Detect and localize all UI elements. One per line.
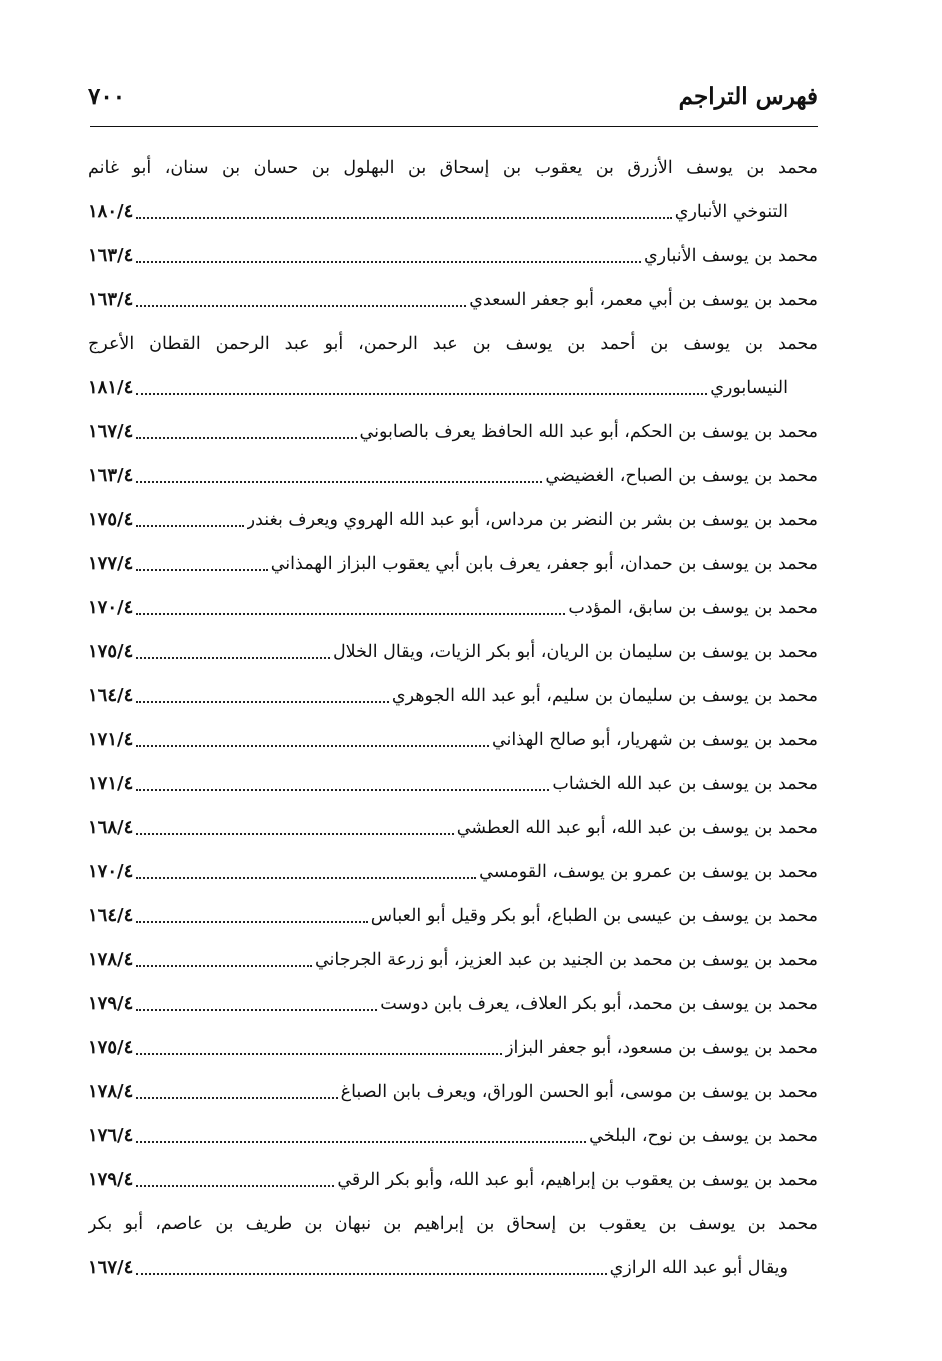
entry-name: محمد بن يوسف بن سليمان بن سليم، أبو عبد الله الجوهري [391,686,818,706]
index-entry [88,586,818,630]
entries-list [88,146,818,1290]
entry-name: محمد بن يوسف بن محمد، أبو بكر العلاف، يعرف بابن دوست [380,994,818,1014]
dot-leader [136,1273,606,1275]
dot-leader [136,1097,337,1099]
index-entry [88,410,818,454]
volume-page-ref: ١٧٦/٤ [88,1125,134,1146]
volume-page-ref: ١٦٣/٤ [88,245,134,266]
index-entry [88,454,818,498]
entry-name: محمد بن يوسف بن عيسى بن الطباع، أبو بكر وقيل أبو العباس [370,906,818,926]
entry-last-line [88,410,818,454]
entry-name: محمد بن يوسف بن موسى، أبو الحسن الوراق، ويعرف بابن الصباغ [340,1082,818,1102]
entry-last-line [88,982,818,1026]
volume-page-ref: ١٧٨/٤ [88,949,134,970]
index-entry [88,762,818,806]
volume-page-ref: ١٦٤/٤ [88,685,134,706]
entry-last-line [88,190,818,234]
entry-last-line [88,850,818,894]
entry-name: النيسابوري [710,378,788,398]
dot-leader [136,789,549,791]
entry-last-line [88,630,818,674]
index-entry [88,718,818,762]
dot-leader [136,261,641,263]
entry-last-line [88,762,818,806]
entry-name: محمد بن يوسف بن محمد بن الجنيد بن عبد العزيز، أبو زرعة الجرجاني [314,950,818,970]
dot-leader [136,833,453,835]
volume-page-ref: ١٧٥/٤ [88,641,134,662]
dot-leader [136,613,565,615]
dot-leader [136,569,267,571]
entry-last-line [88,586,818,630]
index-entry [88,850,818,894]
index-entry [88,1202,818,1290]
entry-last-line [88,1026,818,1070]
entry-last-line [88,1158,818,1202]
index-entry [88,322,818,410]
entry-last-line [88,234,818,278]
volume-page-ref: ١٦٧/٤ [88,1257,134,1278]
entry-name: محمد بن يوسف بن يعقوب بن إبراهيم، أبو عبد الله، وأبو بكر الرقي [337,1170,818,1190]
volume-page-ref: ١٧٧/٤ [88,553,134,574]
dot-leader [136,745,489,747]
dot-leader [136,1185,334,1187]
dot-leader [136,437,356,439]
volume-page-ref: ١٧٠/٤ [88,597,134,618]
entry-name: محمد بن يوسف بن عبد الله، أبو عبد الله العطشي [456,818,818,838]
entry-name: محمد بن يوسف بن الصباح، الغضيضي [545,466,818,486]
index-entry [88,894,818,938]
entry-last-line [88,1114,818,1158]
dot-leader [136,1009,377,1011]
dot-leader [136,305,466,307]
entry-last-line [88,498,818,542]
volume-page-ref: ١٧٥/٤ [88,509,134,530]
volume-page-ref: ١٨١/٤ [88,377,134,398]
entry-name: محمد بن يوسف الأزرق بن يعقوب بن إسحاق بن البهلول بن حسان بن سنان، أبو غانم [88,158,818,178]
volume-page-ref: ١٦٨/٤ [88,817,134,838]
running-title: فهرس التراجم [678,82,818,110]
entry-name: محمد بن يوسف بن عمرو بن يوسف، القومسي [479,862,818,882]
index-entry [88,278,818,322]
volume-page-ref: ١٦٣/٤ [88,289,134,310]
dot-leader [136,701,389,703]
entry-name: محمد بن يوسف بن بشر بن النضر بن مرداس، أبو عبد الله الهروي ويعرف بغندر [246,510,818,530]
volume-page-ref: ١٧١/٤ [88,773,134,794]
entry-name: محمد بن يوسف بن أحمد بن يوسف بن عبد الرحمن، أبو عبد الرحمن القطان الأعرج [88,334,818,354]
entry-last-line [88,894,818,938]
entry-line [88,1202,818,1246]
index-entry [88,146,818,234]
entry-last-line [88,366,818,410]
entry-line [88,146,818,190]
volume-page-ref: ١٦٤/٤ [88,905,134,926]
dot-leader [136,393,707,395]
volume-page-ref: ١٧٠/٤ [88,861,134,882]
index-entry [88,630,818,674]
index-entry [88,674,818,718]
entry-last-line [88,1070,818,1114]
index-entry [88,1114,818,1158]
entry-name: ويقال أبو عبد الله الرازي [609,1258,788,1278]
index-entry [88,806,818,850]
entry-last-line [88,278,818,322]
index-entry [88,542,818,586]
entry-last-line [88,542,818,586]
entry-name: محمد بن يوسف بن سابق، المؤدب [568,598,818,618]
dot-leader [136,657,330,659]
header-rule [90,126,818,127]
entry-name: محمد بن يوسف بن مسعود، أبو جعفر البزاز [505,1038,818,1058]
volume-page-ref: ١٦٧/٤ [88,421,134,442]
entry-last-line [88,806,818,850]
entry-name: محمد بن يوسف بن سليمان بن الريان، أبو بكر الزيات، ويقال الخلال [332,642,818,662]
index-entry [88,938,818,982]
index-entry [88,1158,818,1202]
dot-leader [136,525,243,527]
page-header [88,76,818,116]
dot-leader [136,1141,586,1143]
index-entry [88,982,818,1026]
volume-page-ref: ١٨٠/٤ [88,201,134,222]
entry-last-line [88,674,818,718]
index-entry [88,1026,818,1070]
index-entry [88,1070,818,1114]
entry-name: محمد بن يوسف بن أبي معمر، أبو جعفر السعدي [469,290,818,310]
entry-name: محمد بن يوسف بن نوح، البلخي [589,1126,818,1146]
entry-name: محمد بن يوسف بن شهريار، أبو صالح الهذاني [491,730,818,750]
entry-name: محمد بن يوسف بن الحكم، أبو عبد الله الحافظ يعرف بالصابوني [359,422,818,442]
index-entry [88,498,818,542]
entry-last-line [88,718,818,762]
dot-leader [136,481,542,483]
entry-line [88,322,818,366]
entry-last-line [88,938,818,982]
page-number: ٧٠٠ [88,82,126,110]
volume-page-ref: ١٧١/٤ [88,729,134,750]
volume-page-ref: ١٦٣/٤ [88,465,134,486]
dot-leader [136,217,672,219]
dot-leader [136,965,312,967]
entry-last-line [88,1246,818,1290]
entry-name: محمد بن يوسف الأنباري [643,246,818,266]
dot-leader [136,921,367,923]
dot-leader [136,1053,502,1055]
entry-name: محمد بن يوسف بن حمدان، أبو جعفر، يعرف بابن أبي يعقوب البزاز الهمذاني [270,554,818,574]
volume-page-ref: ١٧٩/٤ [88,1169,134,1190]
volume-page-ref: ١٧٩/٤ [88,993,134,1014]
volume-page-ref: ١٧٥/٤ [88,1037,134,1058]
entry-name: محمد بن يوسف بن عبد الله الخشاب [552,774,818,794]
entry-last-line [88,454,818,498]
entry-name: محمد بن يوسف بن يعقوب بن إسحاق بن إبراهيم بن نبهان بن طريف بن عاصم، أبو بكر [88,1214,818,1234]
entry-name: التنوخي الأنباري [674,202,788,222]
volume-page-ref: ١٧٨/٤ [88,1081,134,1102]
index-entry [88,234,818,278]
dot-leader [136,877,476,879]
